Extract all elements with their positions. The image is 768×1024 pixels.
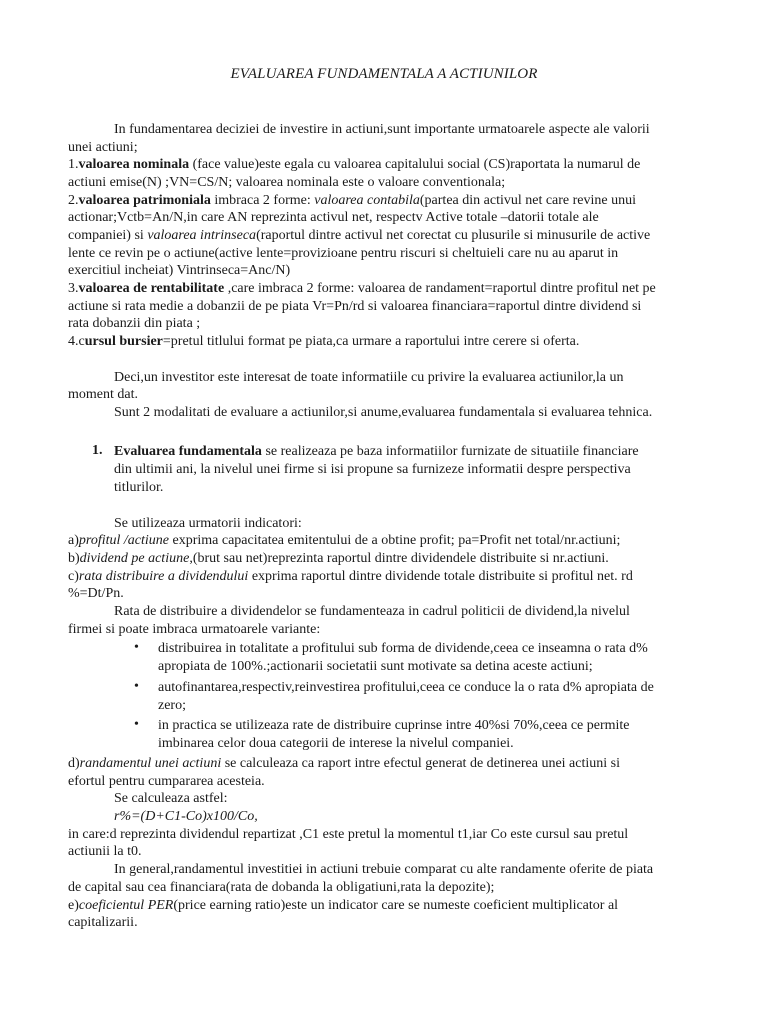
- intro-line-1: In fundamentarea deciziei de investire in actiuni,sunt importante urmatoarele aspecte ale valorii: [114, 122, 650, 137]
- para-8-line-2: de capital sau cea financiara(rata de dobanda la obligatiuni,rata la depozite);: [68, 880, 495, 895]
- indicator-e-term: coeficientul PER: [78, 898, 174, 913]
- value-4-num: 4.c: [68, 334, 85, 349]
- value-1-term: valoarea nominala: [78, 157, 190, 172]
- value-3-line-3: rata dobanzii din piata ;: [68, 316, 201, 331]
- value-3-line-2: actiune si rata medie a dobanzii de pe piata Vr=Pn/rd si valoarea financiara=raportul dintre dividend si: [68, 299, 642, 314]
- bullet-2-line-1: autofinantarea,respectiv,reinvestirea profitului,ceea ce conduce la o rata d% apropiata de: [158, 680, 654, 695]
- indicator-d: [68, 755, 620, 772]
- value-1-text: (face value)este egala cu valoarea capitalului social (CS)raportata la numarul de: [189, 157, 641, 172]
- value-2-line-3-italic: valoarea intrinseca: [147, 228, 257, 243]
- para-7-line-1: in care:d reprezinta dividendul repartizat ,C1 este pretul la momentul t1,iar Co este cursul sau pretul: [68, 827, 629, 842]
- indicator-c-letter: c): [68, 569, 79, 584]
- indicator-c-line-2: %=Dt/Pn.: [68, 586, 124, 601]
- indicator-e-letter: e): [68, 898, 79, 913]
- indicator-c-text: exprima raportul dintre dividende totale distribuite si profitul net. rd: [248, 569, 633, 584]
- section-1: [114, 443, 639, 460]
- para-5-line-2: firmei si poate imbraca urmatoarele variante:: [68, 622, 321, 637]
- indicator-c-term: rata distribuire a dividendului: [78, 569, 249, 584]
- para-2-line-2: moment dat.: [68, 387, 138, 402]
- para-5-line-1: Rata de distribuire a dividendelor se fundamenteaza in cadrul politicii de dividend,la nivelul: [114, 604, 630, 619]
- value-1-line-2: actiuni emise(N) ;VN=CS/N; valoarea nominala este o valoare conventionala;: [68, 175, 506, 190]
- bullet-3-line-2: imbinarea celor doua categorii de interese la nivelul companiei.: [158, 736, 514, 751]
- indicator-e-text: (price earning ratio)este un indicator care se numeste coeficient multiplicator al: [173, 898, 619, 913]
- indicator-b-text: ,(brut sau net)reprezinta raportul dintre dividendele distribuite si nr.actiuni.: [189, 551, 609, 566]
- indicator-b-letter: b): [68, 551, 80, 566]
- indicator-c: [68, 568, 633, 585]
- value-3-term: valoarea de rentabilitate: [78, 281, 225, 296]
- intro-line-2: unei actiuni;: [68, 140, 138, 155]
- document-title: EVALUAREA FUNDAMENTALA A ACTIUNILOR: [230, 66, 538, 82]
- section-1-text: se realizeaza pe baza informatiilor furnizate de situatiile financiare: [261, 444, 639, 459]
- value-4-term: ursul bursier: [84, 334, 163, 349]
- value-2-line-2: actionar;Vctb=An/N,in care AN reprezinta activul net, respectv Active totale –datorii totale ale: [68, 210, 599, 225]
- section-1-num: 1.: [92, 443, 103, 458]
- value-1: [68, 156, 640, 173]
- value-3-text: ,care imbraca 2 forme: valoarea de randament=raportul dintre profitul net pe: [224, 281, 656, 296]
- bullet-dot: •: [134, 640, 139, 655]
- para-8-line-1: In general,randamentul investitiei in actiuni trebuie comparat cu alte randamente oferite de piata: [114, 862, 654, 877]
- value-2-line-4: lente ce revin pe o actiune(active lente=provizioane pentru riscuri si cheltuieli care nu au aparut in: [68, 246, 619, 261]
- value-2: [68, 192, 636, 209]
- value-2-line-5: exercitiul incheiat) Vintrinseca=Anc/N): [68, 263, 291, 278]
- value-2-term: valoarea patrimoniala: [78, 193, 211, 208]
- indicator-d-line-2: efortul pentru cumpararea acesteia.: [68, 774, 265, 789]
- indicator-d-text: se calculeaza ca raport intre efectul generat de detinerea unei actiuni si: [221, 756, 620, 771]
- value-4-text: =pretul titlului format pe piata,ca urmare a raportului intre cerere si oferta.: [162, 334, 580, 349]
- indicator-a-text: exprima capacitatea emitentului de a obtine profit; pa=Profit net total/nr.actiuni;: [168, 533, 621, 548]
- indicator-e-line-2: capitalizarii.: [68, 915, 138, 930]
- value-2-italic: valoarea contabila: [314, 193, 420, 208]
- indicator-d-term: randamentul unei actiuni: [79, 756, 222, 771]
- para-3: Sunt 2 modalitati de evaluare a actiunilor,si anume,evaluarea fundamentala si evaluarea tehnica.: [114, 405, 653, 420]
- section-1-line-2: din ultimii ani, la nivelul unei firme si isi propune sa furnizeze informatii despre perspectiva: [114, 462, 631, 477]
- value-3: [68, 280, 656, 297]
- value-2-num: 2.: [68, 193, 79, 208]
- indicator-e: [68, 897, 618, 914]
- bullet-dot: •: [134, 717, 139, 732]
- value-1-num: 1.: [68, 157, 79, 172]
- indicator-a: [68, 532, 620, 549]
- bullet-1-line-2: apropiata de 100%.;actionarii societatii sunt motivate sa detina aceste actiuni;: [158, 659, 593, 674]
- para-7-line-2: actiunii la t0.: [68, 844, 142, 859]
- formula: r%=(D+C1-Co)x100/Co,: [114, 809, 258, 824]
- value-4: [68, 333, 579, 350]
- value-2-text: (partea din activul net care revine unui: [419, 193, 637, 208]
- value-3-num: 3.: [68, 281, 79, 296]
- value-2-line-3-a: companiei) si: [68, 228, 148, 243]
- bullet-2-line-2: zero;: [158, 698, 186, 713]
- indicators-intro: Se utilizeaza urmatorii indicatori:: [114, 516, 302, 531]
- bullet-1-line-1: distribuirea in totalitate a profitului sub forma de dividende,ceea ce inseamna o rata d%: [158, 641, 648, 656]
- value-2-line-3: [68, 227, 650, 244]
- indicator-d-letter: d): [68, 756, 80, 771]
- value-2-mid: imbraca 2 forme:: [210, 193, 315, 208]
- calc-intro: Se calculeaza astfel:: [114, 791, 228, 806]
- para-2-line-1: Deci,un investitor este interesat de toate informatiile cu privire la evaluarea actiunilor,la un: [114, 370, 624, 385]
- indicator-a-term: profitul /actiune: [78, 533, 169, 548]
- indicator-b-term: dividend pe actiune: [79, 551, 190, 566]
- indicator-b: [68, 550, 609, 567]
- bullet-dot: •: [134, 679, 139, 694]
- indicator-a-letter: a): [68, 533, 79, 548]
- value-2-line-3-b: (raportul dintre activul net corectat cu plusurile si minusurile de active: [256, 228, 651, 243]
- section-1-term: Evaluarea fundamentala: [114, 444, 262, 459]
- bullet-3-line-1: in practica se utilizeaza rate de distribuire cuprinse intre 40%si 70%,ceea ce permite: [158, 718, 630, 733]
- section-1-line-3: titlurilor.: [114, 480, 164, 495]
